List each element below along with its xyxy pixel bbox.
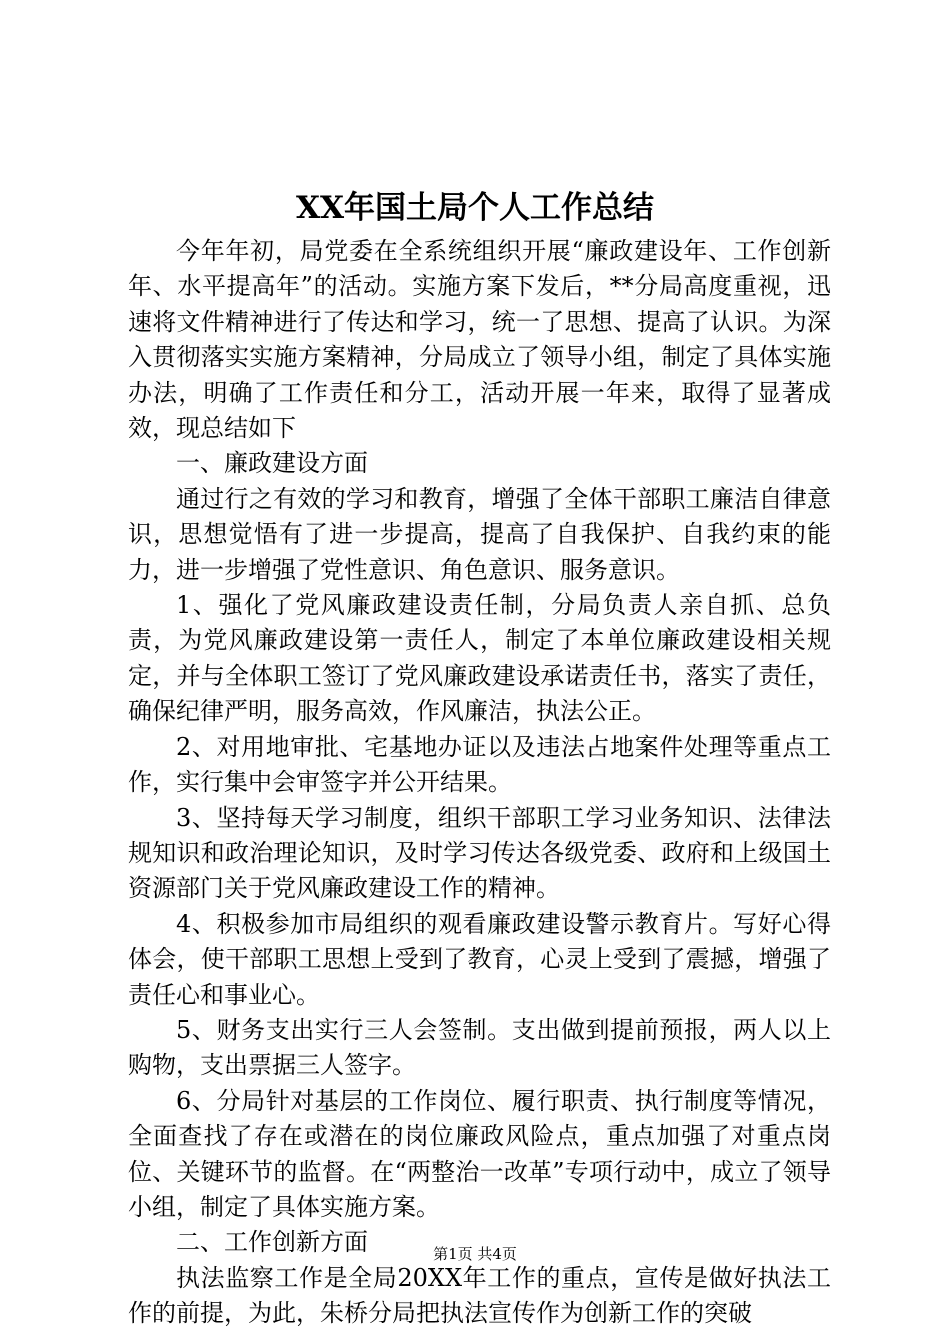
paragraph-item-3: 3、坚持每天学习制度，组织干部职工学习业务知识、法律法规知识和政治理论知识，及时学习传达各级党委、政府和上级国土资源部门关于党风廉政建设工作的精神。 <box>128 803 831 903</box>
paragraph-intro: 今年年初，局党委在全系统组织开展“廉政建设年、工作创新年、水平提高年”的活动。实施方案下发后，**分局高度重视，迅速将文件精神进行了传达和学习，统一了思想、提高了认识。为深入贯彻落实实施方案精神，分局成立了领导小组，制定了具体实施办法，明确了工作责任和分工，活动开展一年来，取得了显著成效，现总结如下 <box>128 237 831 443</box>
paragraph-item-2: 2、对用地审批、宅基地办证以及违法占地案件处理等重点工作，实行集中会审签字并公开结果。 <box>128 732 831 797</box>
document-title: XX年国土局个人工作总结 <box>295 190 655 226</box>
section-heading-integrity: 一、廉政建设方面 <box>176 449 368 478</box>
section-heading-innovation: 二、工作创新方面 <box>176 1228 368 1257</box>
paragraph-item-5: 5、财务支出实行三人会签制。支出做到提前预报，两人以上购物，支出票据三人签字。 <box>128 1015 831 1080</box>
paragraph-integrity-summary: 通过行之有效的学习和教育，增强了全体干部职工廉洁自律意识，思想觉悟有了进一步提高，提高了自我保护、自我约束的能力，进一步增强了党性意识、角色意识、服务意识。 <box>128 484 831 584</box>
paragraph-item-1: 1、强化了党风廉政建设责任制，分局负责人亲自抓、总负责，为党风廉政建设第一责任人，制定了本单位廉政建设相关规定，并与全体职工签订了党风廉政建设承诺责任书，落实了责任，确保纪律严明，服务高效，作风廉洁，执法公正。 <box>128 591 831 726</box>
paragraph-item-4: 4、积极参加市局组织的观看廉政建设警示教育片。写好心得体会，使干部职工思想上受到了教育，心灵上受到了震撼，增强了责任心和事业心。 <box>128 909 831 1009</box>
paragraph-item-6: 6、分局针对基层的工作岗位、履行职责、执行制度等情况，全面查找了存在或潜在的岗位廉政风险点，重点加强了对重点岗位、关键环节的监督。在“两整治一改革”专项行动中，成立了领导小组，制定了具体实施方案。 <box>128 1086 831 1221</box>
document-body <box>128 234 831 1332</box>
paragraph-innovation: 执法监察工作是全局20XX年工作的重点，宣传是做好执法工作的前提，为此，朱桥分局把执法宣传作为创新工作的突破 <box>128 1263 831 1328</box>
page-footer: 第1页 共4页 <box>433 1245 517 1263</box>
